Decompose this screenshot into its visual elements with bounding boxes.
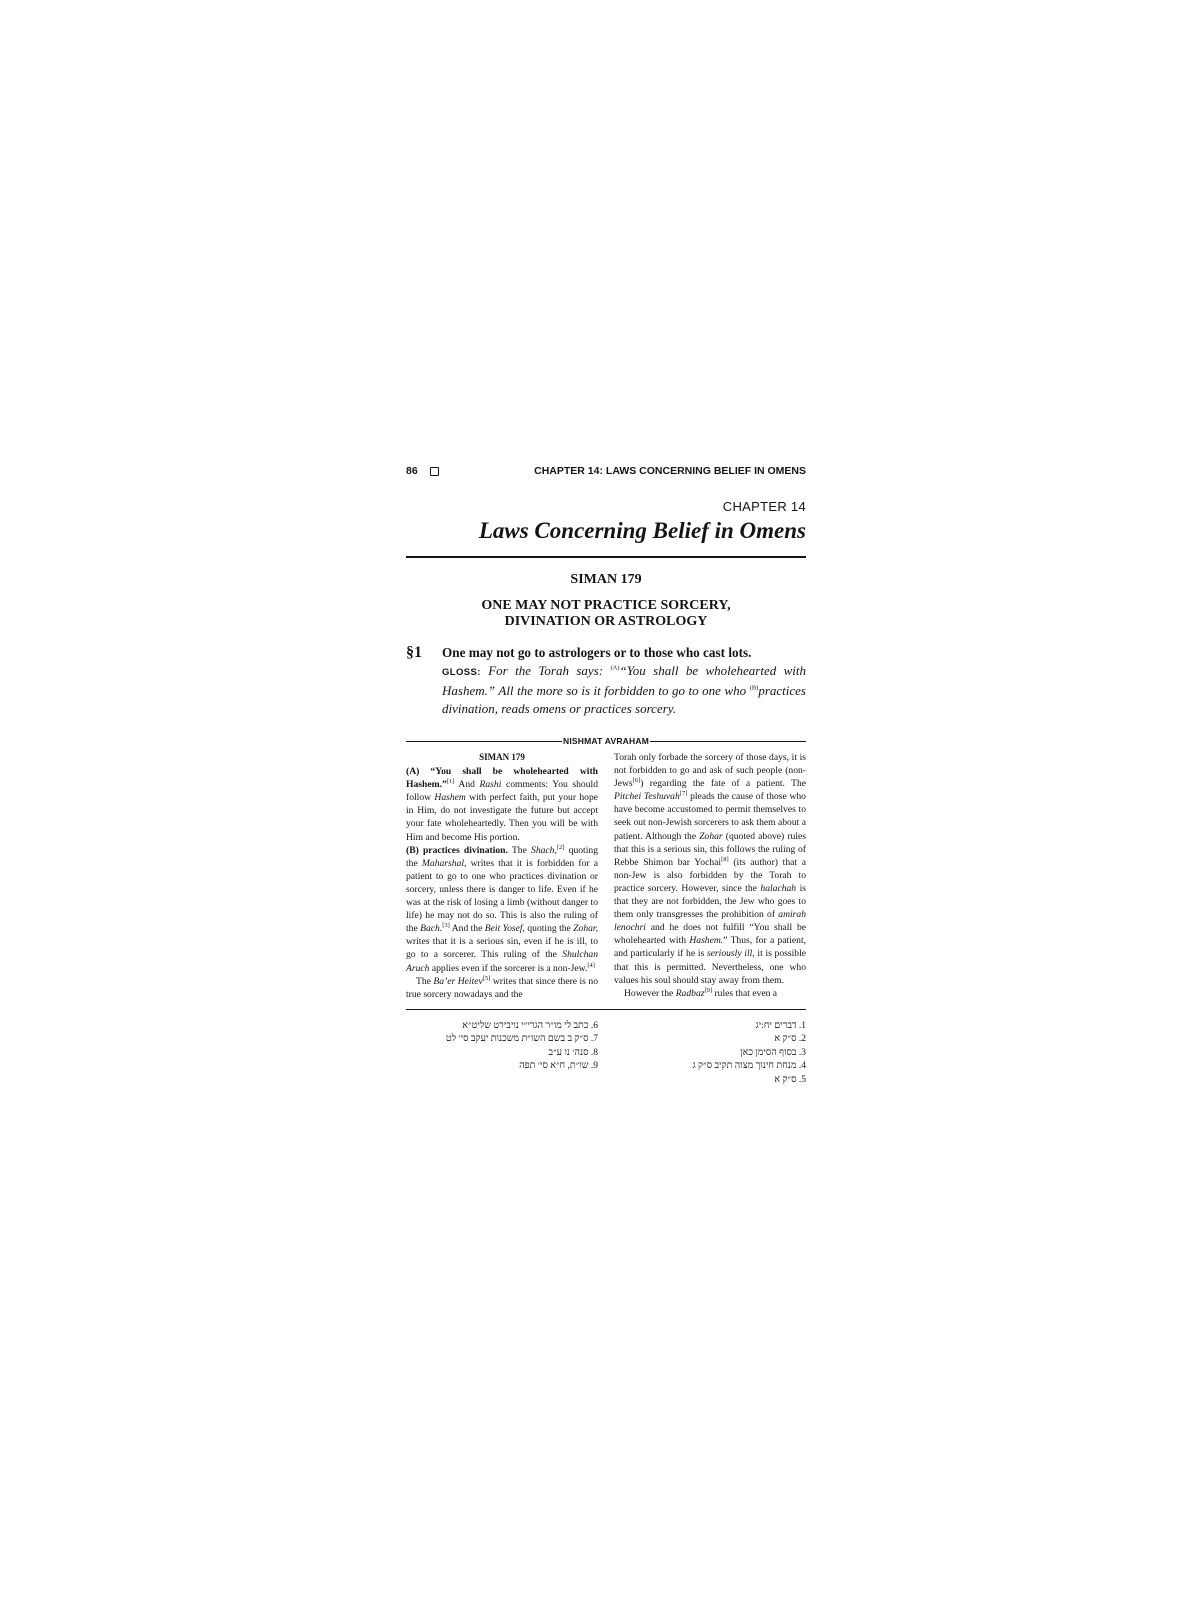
commentary-body: [406, 751, 806, 1001]
commentary-paragraph: However the Radbaz[9] rules that even a: [624, 986, 778, 999]
footnotes-right-column: [614, 1020, 806, 1088]
commentary-paragraph: (A) “You shall be wholehearted with Hashem.”[1] And Rashi comments: You should follow Hashem with perfect faith, put your hope in Him, do not investigate the future but accept your fate wholeheartedly. Then you will be with Him and become His portion.: [406, 766, 599, 843]
divider-line: [650, 741, 806, 742]
footnote: 7. ס״ק ב בשם השו״ת משכנות יעקב סי׳ לט: [445, 1034, 598, 1045]
chapter-label: CHAPTER 14: [722, 499, 806, 514]
commentary-title: NISHMAT AVRAHAM: [563, 736, 649, 746]
law-text: One may not go to astrologers or to those who cast lots.: [442, 645, 752, 660]
siman-title: ONE MAY NOT PRACTICE SORCERY, DIVINATION OR ASTROLOGY: [481, 598, 731, 629]
siman-number: SIMAN 179: [570, 572, 642, 587]
heading-rule: [406, 556, 806, 558]
footnote: 9. שו״ת, ח״א סי׳ תפה: [519, 1061, 598, 1072]
commentary-paragraph: Torah only forbade the sorcery of those days, it is not forbidden to go and ask of such people (non-Jews[6]) regarding the fate of a patient. The Pitchei Teshuvah[7] pleads the cause of those who have become accustomed to permit themselves to seek out non-Jewish sorcerers to ask them about a patient. Although the Zohar (quoted above) rules that this is a serious sin, this follows the ruling of Rebbe Shimon bar Yochai[8] (its author) that a non-Jew is also forbidden by the Torah to practice sorcery. However, since the halachah is that they are not forbidden, the Jew who goes to them only transgresses the prohibition of amirah lenochri and he does not fulfill “You shall be wholehearted with Hashem.” Thus, for a patient, and particularly if he is seriously ill, it is possible that this is permitted. Nevertheless, one who values his soul should stay away from them.: [614, 752, 807, 986]
commentary-paragraph: The Ba’er Heitev[5] writes that since there is no true sorcery nowadays and the: [406, 974, 598, 1000]
commentary-column-left: [406, 751, 598, 1001]
footnote: 4. מנחת חינוך מצוה תקיב ס״ק ג: [692, 1061, 806, 1072]
page-number: 86: [406, 465, 418, 477]
footnote-rule: [406, 1009, 806, 1010]
commentary-paragraph: (B) practices divination. The Shach,[2] quoting the Maharshal, writes that it is forbidden for a patient to go to one who practices divination or sorcery, unless there is danger to life. Even if he was at the risk of losing a limb (without danger to life) he may not do so. This is also the ruling of the Bach.[3] And the Beit Yosef, quoting the Zohar, writes that it is a serious sin, even if he is ill, to go to a sorcerer. This ruling of the Shulchan Aruch applies even if the sorcerer is a non-Jew.[4]: [406, 843, 598, 974]
section-mark: §1: [406, 644, 422, 661]
gloss-text: practices divination, reads omens or practices sorcery.: [442, 683, 806, 716]
footnote: 3. בסוף הסימן כאן: [740, 1047, 806, 1058]
gloss-label: GLOSS:: [442, 667, 481, 678]
book-page: [406, 463, 806, 1087]
gloss-text: For the Torah says:: [488, 663, 604, 678]
footnote: 5. ס״ק א: [774, 1074, 806, 1085]
commentary-siman-heading: SIMAN 179: [479, 752, 525, 762]
chapter-title: Laws Concerning Belief in Omens: [478, 518, 806, 543]
footnote: 8. סנה׳ נו ע״ב: [548, 1047, 598, 1058]
running-head: [406, 463, 806, 479]
running-head-title: CHAPTER 14: LAWS CONCERNING BELIEF IN OMENS: [534, 465, 806, 477]
footnotes-left-column: [406, 1020, 598, 1088]
square-bullet-icon: [430, 467, 439, 476]
footnote: 1. דברים יח:יג: [755, 1020, 806, 1031]
section-1: [406, 644, 806, 718]
footnote: 6. כתב לי מו״ר הגרי״י נויבירט שליט״א: [462, 1020, 598, 1031]
footnotes: [406, 1020, 806, 1088]
divider-line: [406, 741, 562, 742]
commentary-divider: [406, 736, 806, 746]
ref-b: (B): [749, 684, 759, 692]
footnote: 2. ס״ק א: [774, 1034, 806, 1045]
commentary-column-right: [614, 751, 806, 1001]
ref-a: (A): [610, 664, 620, 672]
gloss-text: “You shall be wholehearted with Hashem.” All the more so is it forbidden to go to one who: [442, 663, 807, 698]
gloss: [442, 662, 806, 718]
